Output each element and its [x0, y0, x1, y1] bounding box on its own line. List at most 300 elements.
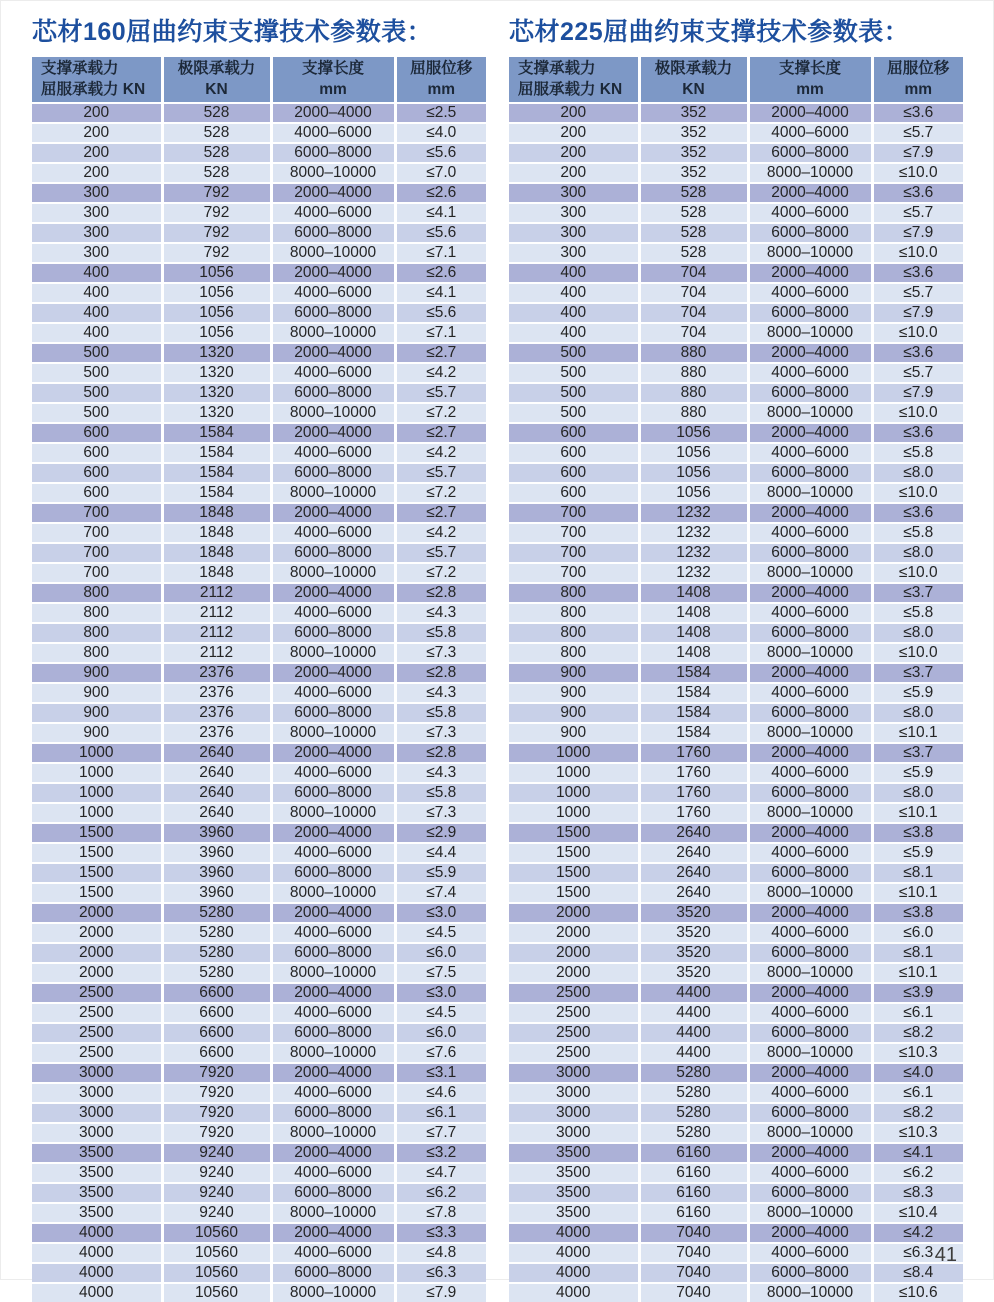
table-section-core225: [509, 17, 963, 1302]
table-cell: 1500: [509, 863, 639, 883]
table-cell: 4000: [509, 1223, 639, 1243]
table-cell: 528: [639, 243, 748, 263]
table-cell: 2500: [509, 1003, 639, 1023]
table-cell: 4000: [32, 1263, 162, 1283]
table-cell: 8000–10000: [271, 403, 395, 423]
table-cell: 6160: [639, 1183, 748, 1203]
table-row: [32, 863, 486, 883]
table-cell: ≤7.3: [395, 723, 486, 743]
table-cell: ≤7.1: [395, 323, 486, 343]
table-cell: 7920: [162, 1083, 271, 1103]
table-cell: ≤4.2: [872, 1223, 963, 1243]
table-cell: 4400: [639, 1003, 748, 1023]
header-line: mm: [796, 80, 824, 98]
table-cell: ≤7.7: [395, 1123, 486, 1143]
table-cell: 3500: [509, 1163, 639, 1183]
table-row: [509, 983, 963, 1003]
table-cell: 792: [162, 183, 271, 203]
table-cell: 900: [509, 703, 639, 723]
table-cell: ≤4.5: [395, 923, 486, 943]
header-line: KN: [682, 80, 705, 98]
table-cell: 2000–4000: [271, 903, 395, 923]
table-cell: ≤5.7: [872, 203, 963, 223]
table-row: [509, 283, 963, 303]
table-cell: 4400: [639, 983, 748, 1003]
table-cell: 4000–6000: [271, 923, 395, 943]
table-cell: 4000–6000: [748, 283, 872, 303]
table-cell: ≤8.2: [872, 1103, 963, 1123]
table-cell: 792: [162, 203, 271, 223]
table-cell: 4000: [509, 1243, 639, 1263]
table-cell: 200: [32, 163, 162, 183]
table-cell: 300: [32, 183, 162, 203]
table-cell: 3960: [162, 863, 271, 883]
table-cell: 1000: [509, 763, 639, 783]
table-row: [509, 1243, 963, 1263]
table-cell: 2376: [162, 703, 271, 723]
table-cell: 1320: [162, 403, 271, 423]
table-cell: 528: [639, 203, 748, 223]
table-cell: 528: [639, 223, 748, 243]
table-cell: 900: [32, 723, 162, 743]
table-row: [509, 1023, 963, 1043]
table-cell: 6160: [639, 1203, 748, 1223]
header-line: 支撑承载力: [518, 60, 596, 78]
table-cell: 1500: [509, 823, 639, 843]
table-cell: 4400: [639, 1043, 748, 1063]
table-cell: ≤10.0: [872, 163, 963, 183]
table-cell: ≤5.8: [395, 623, 486, 643]
table-cell: 8000–10000: [271, 963, 395, 983]
table-cell: 8000–10000: [271, 643, 395, 663]
table-cell: ≤8.0: [872, 623, 963, 643]
table-row: [509, 783, 963, 803]
table-row: [32, 803, 486, 823]
table-row: [32, 1283, 486, 1302]
table-cell: 3500: [509, 1203, 639, 1223]
table-cell: 6000–8000: [748, 623, 872, 643]
table-cell: ≤6.0: [395, 943, 486, 963]
table-cell: 900: [509, 663, 639, 683]
table-row: [509, 723, 963, 743]
table-cell: 6000–8000: [271, 383, 395, 403]
table-row: [32, 143, 486, 163]
table-cell: ≤7.3: [395, 643, 486, 663]
table-cell: 1056: [639, 443, 748, 463]
table-row: [509, 403, 963, 423]
table-cell: 6000–8000: [271, 1183, 395, 1203]
table-cell: 400: [509, 303, 639, 323]
table-cell: ≤5.8: [872, 443, 963, 463]
table-cell: 2000–4000: [748, 503, 872, 523]
table-row: [509, 1283, 963, 1302]
table-cell: ≤5.6: [395, 303, 486, 323]
table-cell: 10560: [162, 1243, 271, 1263]
header-cell-brace-length: [748, 57, 872, 103]
table-row: [32, 963, 486, 983]
table-cell: 8000–10000: [748, 1043, 872, 1063]
table-cell: 6000–8000: [271, 863, 395, 883]
table-cell: ≤7.5: [395, 963, 486, 983]
table-cell: 500: [32, 343, 162, 363]
table-cell: 4000–6000: [271, 523, 395, 543]
table-cell: 8000–10000: [271, 883, 395, 903]
table-row: [32, 603, 486, 623]
table-cell: ≤6.0: [395, 1023, 486, 1043]
table-cell: 2112: [162, 603, 271, 623]
header-line: KN: [205, 80, 228, 98]
table-cell: 3500: [509, 1183, 639, 1203]
table-cell: 5280: [639, 1063, 748, 1083]
table-cell: 2000: [509, 963, 639, 983]
table-row: [32, 563, 486, 583]
table-cell: ≤7.2: [395, 483, 486, 503]
table-cell: 704: [639, 283, 748, 303]
table-cell: 300: [509, 223, 639, 243]
table-cell: 3520: [639, 943, 748, 963]
header-line: 支撑承载力: [41, 60, 119, 78]
table-cell: 2000–4000: [271, 1223, 395, 1243]
table-cell: 6000–8000: [748, 223, 872, 243]
table-cell: 4000–6000: [271, 1003, 395, 1023]
table-cell: 2376: [162, 683, 271, 703]
table-cell: 2376: [162, 663, 271, 683]
table-cell: 8000–10000: [271, 1203, 395, 1223]
table-cell: ≤10.0: [872, 403, 963, 423]
table-row: [32, 1163, 486, 1183]
table-row: [509, 383, 963, 403]
table-cell: 1848: [162, 543, 271, 563]
table-cell: 5280: [639, 1103, 748, 1123]
table-cell: 6000–8000: [748, 703, 872, 723]
table-cell: ≤10.0: [872, 323, 963, 343]
table-cell: 3520: [639, 903, 748, 923]
table-cell: 400: [509, 263, 639, 283]
table-cell: 3000: [509, 1123, 639, 1143]
table-cell: 6000–8000: [748, 143, 872, 163]
table-cell: ≤2.6: [395, 263, 486, 283]
table-cell: 700: [509, 563, 639, 583]
table-cell: ≤10.0: [872, 643, 963, 663]
table-cell: ≤5.9: [395, 863, 486, 883]
table-cell: 200: [32, 143, 162, 163]
table-cell: 3000: [32, 1083, 162, 1103]
table-cell: 800: [32, 583, 162, 603]
table-cell: 8000–10000: [748, 643, 872, 663]
table-cell: 2500: [32, 1043, 162, 1063]
table-cell: 7920: [162, 1123, 271, 1143]
table-cell: ≤2.7: [395, 423, 486, 443]
header-line: mm: [319, 80, 347, 98]
table-cell: 352: [639, 103, 748, 123]
table-cell: 2000: [32, 963, 162, 983]
table-row: [509, 243, 963, 263]
table-cell: 6000–8000: [271, 143, 395, 163]
table-cell: 8000–10000: [271, 1043, 395, 1063]
table-cell: 800: [509, 583, 639, 603]
table-cell: ≤4.5: [395, 1003, 486, 1023]
table-cell: ≤5.8: [395, 783, 486, 803]
table-cell: 6000–8000: [748, 1023, 872, 1043]
table-row: [32, 323, 486, 343]
header-line: mm: [427, 80, 456, 98]
table-row: [32, 503, 486, 523]
table-cell: 2000–4000: [748, 183, 872, 203]
table-cell: 8000–10000: [271, 243, 395, 263]
table-cell: 900: [32, 663, 162, 683]
table-cell: 4000–6000: [271, 203, 395, 223]
table-cell: 2000–4000: [748, 983, 872, 1003]
table-row: [509, 463, 963, 483]
table-cell: 6000–8000: [271, 623, 395, 643]
table-row: [509, 163, 963, 183]
table-cell: ≤3.6: [872, 503, 963, 523]
table-cell: 2500: [32, 983, 162, 1003]
table-cell: 1584: [639, 703, 748, 723]
table-row: [32, 883, 486, 903]
table-row: [509, 643, 963, 663]
table-cell: ≤3.6: [872, 423, 963, 443]
table-cell: 4000–6000: [271, 763, 395, 783]
table-cell: 1320: [162, 363, 271, 383]
table-cell: 1848: [162, 503, 271, 523]
table-cell: 792: [162, 223, 271, 243]
table-cell: 800: [509, 603, 639, 623]
table-cell: 6000–8000: [271, 223, 395, 243]
table-cell: 1056: [639, 483, 748, 503]
table-row: [32, 703, 486, 723]
table-cell: 1584: [162, 443, 271, 463]
table-cell: ≤6.3: [872, 1243, 963, 1263]
table-row: [509, 103, 963, 123]
table-row: [32, 1123, 486, 1143]
table-cell: 1584: [162, 483, 271, 503]
params-table-core160: [32, 57, 486, 1302]
table-row: [32, 523, 486, 543]
table-cell: 800: [32, 643, 162, 663]
table-cell: ≤7.4: [395, 883, 486, 903]
table-cell: 704: [639, 263, 748, 283]
table-cell: ≤6.1: [872, 1083, 963, 1103]
table-cell: 2000–4000: [271, 423, 395, 443]
table-cell: 5280: [639, 1083, 748, 1103]
table-row: [509, 523, 963, 543]
table-cell: 8000–10000: [748, 883, 872, 903]
table-cell: 8000–10000: [271, 483, 395, 503]
table-cell: 400: [32, 303, 162, 323]
table-cell: ≤6.2: [395, 1183, 486, 1203]
table-cell: 880: [639, 383, 748, 403]
table-row: [509, 303, 963, 323]
table-cell: ≤3.0: [395, 903, 486, 923]
table-cell: 2000–4000: [271, 103, 395, 123]
table-cell: 3500: [509, 1143, 639, 1163]
table-row: [32, 343, 486, 363]
table-row: [509, 1203, 963, 1223]
table-cell: ≤7.9: [872, 223, 963, 243]
table-cell: 1000: [32, 763, 162, 783]
table-row: [509, 423, 963, 443]
table-cell: 900: [509, 723, 639, 743]
table-cell: ≤4.1: [395, 203, 486, 223]
table-cell: 1000: [509, 803, 639, 823]
table-cell: ≤2.6: [395, 183, 486, 203]
table-row: [509, 803, 963, 823]
header-line: 极限承载力: [654, 60, 733, 78]
table-row: [32, 783, 486, 803]
tables-container: [1, 1, 993, 1302]
table-cell: ≤10.0: [872, 483, 963, 503]
table-cell: 1584: [162, 463, 271, 483]
table-row: [32, 843, 486, 863]
table-section-core160: [32, 17, 486, 1302]
table-cell: 6000–8000: [748, 1263, 872, 1283]
table-row: [509, 563, 963, 583]
table-row: [509, 1123, 963, 1143]
table-cell: ≤4.3: [395, 603, 486, 623]
table-cell: 4000–6000: [748, 203, 872, 223]
table-row: [509, 1183, 963, 1203]
table-cell: ≤3.7: [872, 583, 963, 603]
table-cell: 400: [509, 283, 639, 303]
table-cell: 6000–8000: [748, 943, 872, 963]
table-cell: 8000–10000: [271, 323, 395, 343]
table-cell: ≤5.9: [872, 843, 963, 863]
table-cell: 500: [509, 403, 639, 423]
table-cell: ≤8.4: [872, 1263, 963, 1283]
header-line: mm: [904, 80, 933, 98]
table-cell: 2112: [162, 643, 271, 663]
table-cell: 4000–6000: [748, 763, 872, 783]
table-cell: 2000: [32, 943, 162, 963]
table-row: [509, 843, 963, 863]
table-cell: ≤5.7: [872, 363, 963, 383]
table-cell: 2000: [32, 923, 162, 943]
table-cell: 4000–6000: [271, 683, 395, 703]
table-cell: 8000–10000: [748, 723, 872, 743]
table-cell: 2640: [162, 803, 271, 823]
table-cell: ≤8.0: [872, 543, 963, 563]
table-row: [32, 163, 486, 183]
table-row: [32, 1143, 486, 1163]
table-cell: 1584: [639, 723, 748, 743]
table-cell: 1056: [639, 423, 748, 443]
table-cell: 7040: [639, 1243, 748, 1263]
table-cell: 6000–8000: [271, 1023, 395, 1043]
params-table-core225: [509, 57, 963, 1302]
table-cell: ≤3.1: [395, 1063, 486, 1083]
table-cell: 3000: [509, 1063, 639, 1083]
table-row: [509, 823, 963, 843]
table-row: [32, 823, 486, 843]
table-row: [509, 903, 963, 923]
table-row: [32, 183, 486, 203]
table-cell: 2000: [509, 903, 639, 923]
table-cell: 528: [162, 143, 271, 163]
table-cell: 1232: [639, 563, 748, 583]
table-cell: 900: [509, 683, 639, 703]
table-cell: 1056: [162, 283, 271, 303]
table-cell: 9240: [162, 1163, 271, 1183]
table-row: [32, 203, 486, 223]
table-cell: 8000–10000: [748, 563, 872, 583]
table-cell: 8000–10000: [271, 1123, 395, 1143]
table-cell: 700: [32, 563, 162, 583]
table-row: [32, 403, 486, 423]
table-cell: 2000–4000: [271, 743, 395, 763]
table-cell: 2000–4000: [748, 903, 872, 923]
table-cell: 2000–4000: [271, 183, 395, 203]
table-cell: 2000–4000: [748, 343, 872, 363]
table-cell: ≤2.7: [395, 503, 486, 523]
table-cell: ≤5.7: [872, 123, 963, 143]
table-cell: 10560: [162, 1223, 271, 1243]
table-cell: 1056: [162, 323, 271, 343]
table-cell: 200: [32, 123, 162, 143]
table-cell: 1000: [32, 783, 162, 803]
table-cell: 3000: [32, 1123, 162, 1143]
table-cell: 4000: [32, 1243, 162, 1263]
table-cell: 1056: [162, 263, 271, 283]
table-row: [32, 1003, 486, 1023]
table-cell: ≤4.2: [395, 363, 486, 383]
table-cell: ≤10.6: [872, 1283, 963, 1302]
table-cell: ≤3.8: [872, 903, 963, 923]
table-cell: 2376: [162, 723, 271, 743]
table-cell: 2000–4000: [271, 663, 395, 683]
table-cell: 4400: [639, 1023, 748, 1043]
table-cell: 2000–4000: [748, 1223, 872, 1243]
table-cell: 6000–8000: [748, 543, 872, 563]
table-row: [509, 183, 963, 203]
table-cell: ≤4.8: [395, 1243, 486, 1263]
table-cell: 6000–8000: [271, 783, 395, 803]
table-cell: 2640: [639, 843, 748, 863]
table-cell: 1760: [639, 783, 748, 803]
table-row: [509, 323, 963, 343]
table-cell: 1000: [32, 743, 162, 763]
header-cell-bearing-capacity: [509, 57, 639, 103]
table-row: [32, 463, 486, 483]
table-cell: ≤5.6: [395, 143, 486, 163]
table-cell: 6000–8000: [748, 463, 872, 483]
table-cell: 2500: [32, 1003, 162, 1023]
table-row: [509, 963, 963, 983]
table-cell: 4000–6000: [748, 603, 872, 623]
table-cell: 500: [509, 383, 639, 403]
table-cell: 2640: [162, 743, 271, 763]
table-cell: ≤3.6: [872, 183, 963, 203]
table-cell: 880: [639, 403, 748, 423]
table-cell: 500: [32, 363, 162, 383]
table-cell: 5280: [162, 963, 271, 983]
table-cell: ≤6.0: [872, 923, 963, 943]
header-cell-brace-length: [271, 57, 395, 103]
table-cell: ≤8.0: [872, 783, 963, 803]
table-cell: ≤4.6: [395, 1083, 486, 1103]
table-cell: ≤5.8: [872, 603, 963, 623]
table-cell: 3000: [509, 1083, 639, 1103]
table-row: [509, 203, 963, 223]
table-cell: 300: [509, 243, 639, 263]
table-row: [32, 1063, 486, 1083]
table-cell: 6000–8000: [271, 463, 395, 483]
table-cell: 6000–8000: [748, 1183, 872, 1203]
table-row: [32, 743, 486, 763]
table-cell: 200: [509, 103, 639, 123]
table-row: [32, 283, 486, 303]
table-row: [509, 1223, 963, 1243]
